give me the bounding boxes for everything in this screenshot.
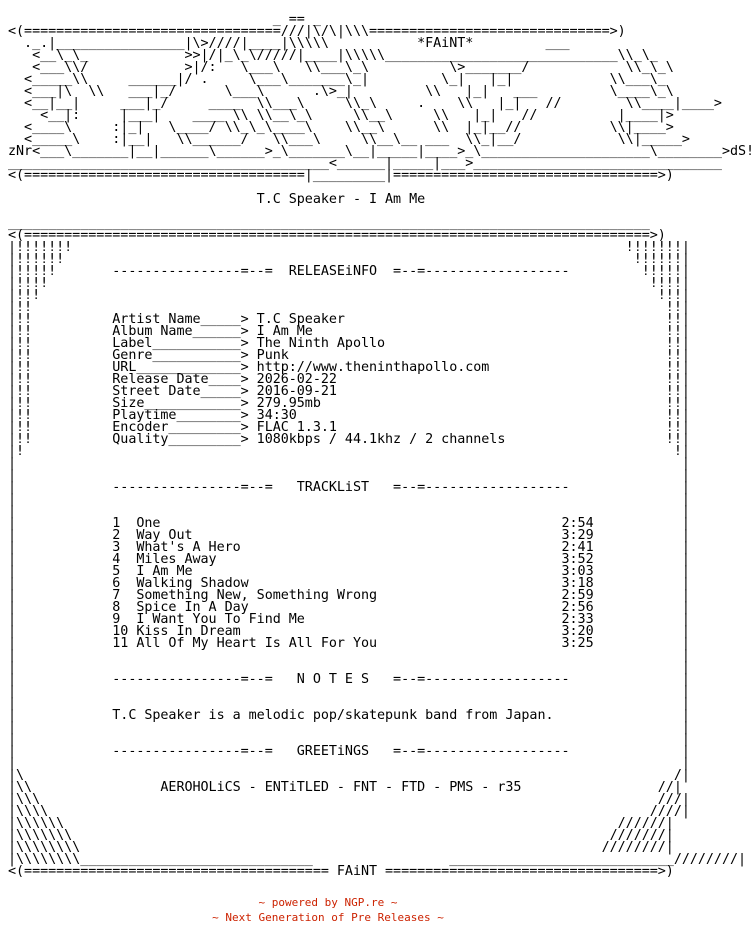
- nfo-line: <(====================================== FAiNT ==================================>): [8, 864, 674, 879]
- nfo-line: <_____\ :|__| \\______/ \\___\ \\__\__ ___ \\_|__/ \\|_____>: [8, 132, 690, 147]
- nfo-line: |!! Artist Name_____> T.C Speaker !!|: [8, 312, 690, 327]
- nfo-text: [8, 14, 754, 878]
- nfo-line: <___|\ \\ ___|_/ \___\ .\>_| \\ |_| ___ \____\_\: [8, 84, 674, 99]
- nfo-line: ________________________________________<______|_____|___>_______________________________: [8, 156, 722, 171]
- nfo-line: | |: [8, 684, 690, 699]
- nfo-line: | ----------------=--= GREETiNGS =--=------------------ |: [8, 744, 690, 759]
- nfo-line: <__\_\_ >>|/|_\_\/////|____|\\\\\_____________________________\\_\_: [8, 48, 658, 63]
- nfo-line: | |: [8, 492, 690, 507]
- nfo-line: | |: [8, 648, 690, 663]
- nfo-line: | 7 Something New, Something Wrong 2:59 |: [8, 588, 690, 603]
- nfo-line: <__|__| ___|_/ ____ \\___\ \\_\ . \\ |_| // \\____|____>: [8, 96, 722, 111]
- nfo-line: |\\\\\\\ ///////|: [8, 828, 674, 843]
- nfo-line: |\\\\\\\\ ////////|: [8, 840, 674, 855]
- nfo-line: |!! Quality_________> 1080kbps / 44.1khz / 2 channels !!|: [8, 432, 690, 447]
- powered-by-text: ~ powered by NGP.re ~: [258, 896, 398, 909]
- nfo-line: |\\\\\\ //////|: [8, 816, 674, 831]
- nfo-line: <____\ :|_| \____/ \\_\_\____\ \\__\ \\ |_|__// \\|____>: [8, 120, 674, 135]
- nfo-line: |\\\ ///|: [8, 792, 690, 807]
- nfo-line: |\\\\\\\\_____________________________ ____________________________////////|: [8, 852, 747, 867]
- nfo-line: |!! !!|: [8, 300, 690, 315]
- nfo-line: |!! Genre___________> Punk !!|: [8, 348, 690, 363]
- nfo-line: |\ /|: [8, 768, 690, 783]
- nfo-line: <(================================///|\/\|\\\==============================>): [8, 24, 626, 39]
- nfo-line: | |: [8, 504, 690, 519]
- nfo-line: <___\\/ >|/: \___\ \\___\_\ \>_______/ \\_\_\: [8, 60, 674, 75]
- nfo-line: zNr<___\_______|__|______\______>_\_______\__|_____|____>_\_____________________\________>dS!: [8, 144, 754, 159]
- nfo-line: ._.|________________|\>////|____|\\\\\ *FAiNT* ___: [8, 36, 570, 51]
- nfo-line: |!! Street Date_____> 2016-09-21 !!|: [8, 384, 690, 399]
- nfo-line: |!! Album Name______> I Am Me !!|: [8, 324, 690, 339]
- nfo-line: | 9 I Want You To Find Me 2:33 |: [8, 612, 690, 627]
- nfo-line: | 3 What's A Hero 2:41 |: [8, 540, 690, 555]
- ngp-tagline: ~ Next Generation of Pre Releases ~: [212, 911, 444, 924]
- nfo-line: | 1 One 2:54 |: [8, 516, 690, 531]
- nfo-line: |!! Encoder_________> FLAC 1.3.1 !!|: [8, 420, 690, 435]
- nfo-line: T.C Speaker - I Am Me: [8, 192, 426, 207]
- nfo-line: <__|: |___| ____ \\ \\__\_\ \\__\ \\ |_| // |____|>: [8, 108, 674, 123]
- nfo-line: <(===================================|_________|=================================>): [8, 168, 674, 183]
- nfo-line: | |: [8, 468, 690, 483]
- nfo-line: |!! Size____________> 279.95mb !!|: [8, 396, 690, 411]
- nfo-line: | |: [8, 720, 690, 735]
- nfo-line: | 4 Miles Away 3:52 |: [8, 552, 690, 567]
- nfo-line: | 6 Walking Shadow 3:18 |: [8, 576, 690, 591]
- nfo-line: |! !|: [8, 444, 690, 459]
- nfo-line: |!!!!!! !!!!!!|: [8, 252, 690, 267]
- nfo-line: |!! Playtime________> 34:30 !!|: [8, 408, 690, 423]
- nfo-line: <_____\\ ______|/ . \___\_______\_| \_| |_| \\___\_: [8, 72, 666, 87]
- nfo-line: |!!!! !!!!|: [8, 276, 690, 291]
- nfo-line: | 2 Way Out 3:29 |: [8, 528, 690, 543]
- nfo-line: |\\ AEROHOLiCS - ENTiTLED - FNT - FTD - PMS - r35 //|: [8, 780, 682, 795]
- nfo-line: | 5 I Am Me 3:03 |: [8, 564, 690, 579]
- nfo-line: |!! Release Date____> 2026-02-22 !!|: [8, 372, 690, 387]
- nfo-line: ________________________________________________________________________________: [8, 216, 650, 231]
- nfo-line: |!! Label___________> The Ninth Apollo !!|: [8, 336, 690, 351]
- nfo-line: |!!! !!!|: [8, 288, 690, 303]
- nfo-line: | 11 All Of My Heart Is All For You 3:25 |: [8, 636, 690, 651]
- nfo-line: | ----------------=--= TRACKLiST =--=------------------ |: [8, 480, 690, 495]
- nfo-line: _ == _: [8, 12, 321, 27]
- nfo-line: | |: [8, 756, 690, 771]
- nfo-line: | T.C Speaker is a melodic pop/skatepunk band from Japan. |: [8, 708, 690, 723]
- nfo-line: | |: [8, 732, 690, 747]
- nfo-line: |!!!!!!! !!!!!!!|: [8, 240, 690, 255]
- nfo-line: |\\\\ ////|: [8, 804, 690, 819]
- nfo-line: |!! URL_____________> http://www.theninthapollo.com !!|: [8, 360, 690, 375]
- nfo-line: | |: [8, 696, 690, 711]
- nfo-line: |!!!!! ----------------=--= RELEASEiNFO =--=------------------ !!!!!|: [8, 264, 690, 279]
- nfo-line: <(==============================================================================>): [8, 228, 666, 243]
- nfo-line: | |: [8, 660, 690, 675]
- nfo-line: | 10 Kiss In Dream 3:20 |: [8, 624, 690, 639]
- nfo-line: | ----------------=--= N O T E S =--=------------------ |: [8, 672, 690, 687]
- nfo-line: | 8 Spice In A Day 2:56 |: [8, 600, 690, 615]
- nfo-line: | |: [8, 456, 690, 471]
